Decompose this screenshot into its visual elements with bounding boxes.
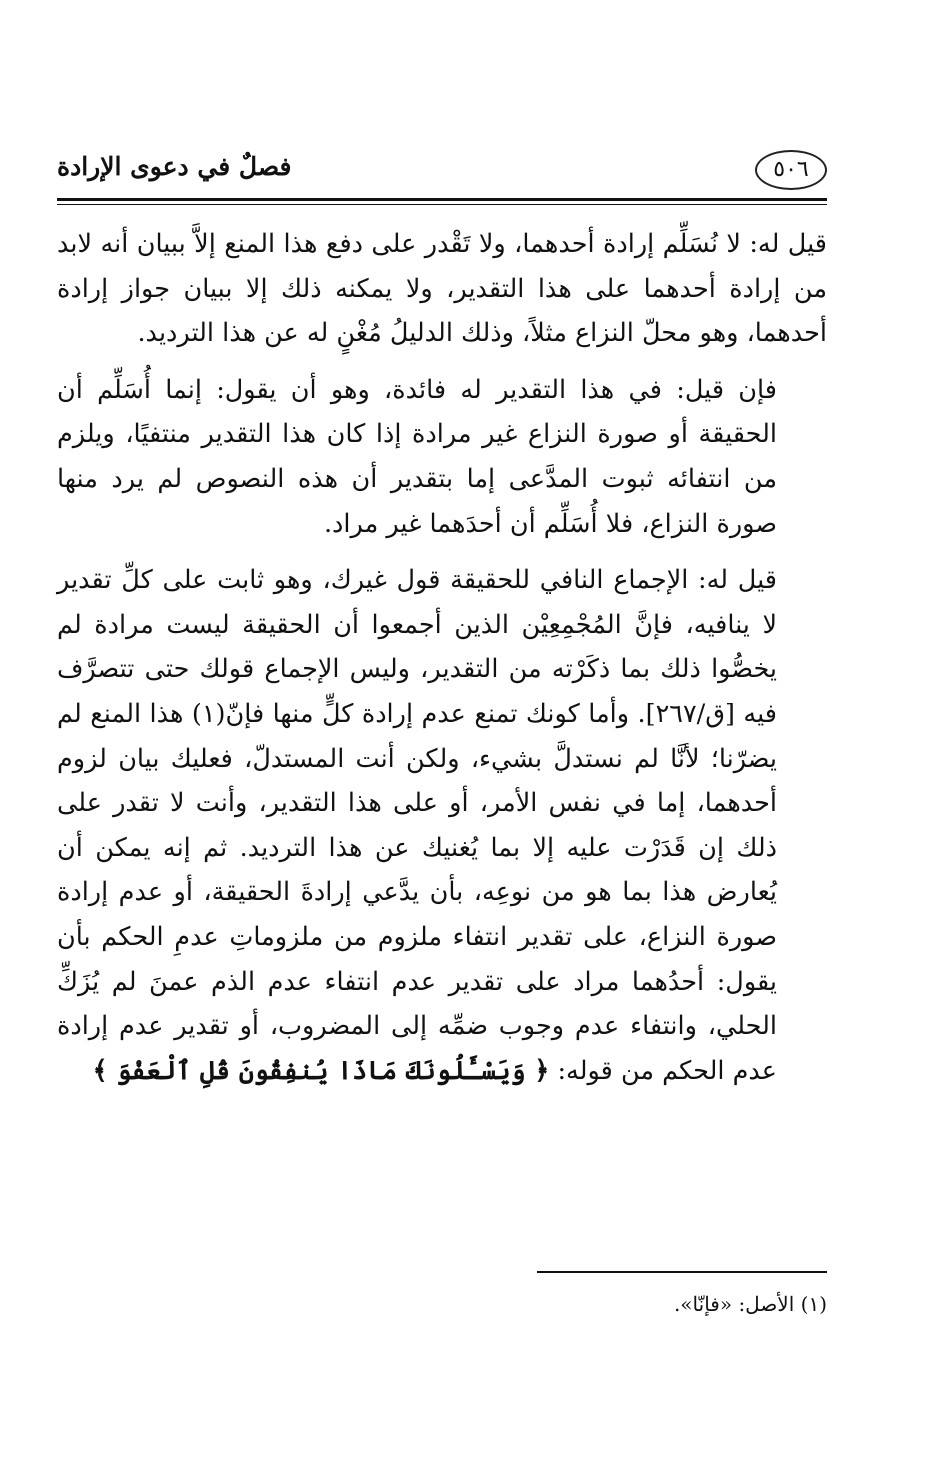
paragraph-1: قيل له: لا نُسَلِّم إرادة أحدهما، ولا تَقْدر على دفع هذا المنع إلاَّ ببيان أنه لابد من إرادة أحدهما على هذا التقدير، ولا يمكنه ذلك إلا ببيان جواز إرادة أحدهما، وهو محلّ النزاع مثلاً، وذلك الدليلُ مُغْنٍ له عن هذا الترديد. [57,229,827,349]
paragraph-3 [57,558,827,1093]
body-text [57,222,827,1093]
footnote-rule [537,1271,827,1273]
paragraph-2: فإن قيل: في هذا التقدير له فائدة، وهو أن يقول: إنما أُسَلِّم أن الحقيقة أو صورة النزاع غير مرادة إذا كان هذا التقدير منتفيًا، ويلزم من انتفائه ثبوت المدَّعى إما بتقدير أن هذه النصوص لم يرد منها صورة النزاع، فلا أُسَلِّم أن أحدَهما غير مراد. [57,374,777,539]
page-number: ٥٠٦ [755,150,827,190]
paragraph-3-text: قيل له: الإجماع النافي للحقيقة قول غيرك، وهو ثابت على كلِّ تقدير لا ينافيه، فإنَّ المُجْمِعِيْن الذين أجمعوا أن الحقيقة ليست مرادة لم يخصُّوا ذلك بما ذكَرْته من التقدير، وليس الإجماع قولك حتى تتصرَّف فيه [ق/٢٦٧]. وأما كونك تمنع عدم إرادة كلٍّ منها فإنّ(١) هذا المنع لم يضرّنا؛ لأنَّا لم نستدلَّ بشيء، ولكن أنت المستدلّ، فعليك بيان لزوم أحدهما، إما في نفس الأمر، أو على هذا التقدير، وأنت لا تقدر على ذلك إن قَدَرْت عليه إلا بما يُغنيك عن هذا الترديد. ثم إنه يمكن أن يُعارض هذا بما هو من نوعِه، بأن يدَّعي إرادةَ الحقيقة، أو عدم إرادة صورة النزاع، على تقدير انتفاء ملزوم من ملزوماتِ عدمِ الحكم بأن يقول: أحدُهما مراد على تقدير عدم انتفاء عدم الذم عمنَ لم يُزَكِّ الحلي، وانتفاء عدم وجوب ضمِّه إلى المضروب، أو تقدير عدم إرادة عدم الحكم من قوله: [57,565,777,1086]
header-rule-thin [57,204,827,205]
running-title: فصلٌ في دعوى الإرادة [57,152,292,181]
page-header [57,150,827,192]
footnote: (١) الأصل: «فإنّا». [673,1292,827,1316]
quran-quote: ﴿ وَيَسْـَٔلُونَكَ مَاذَا يُنفِقُونَ قُلِ ٱلْعَفْوَ ﴾ [92,1055,550,1086]
header-rule [57,198,827,201]
